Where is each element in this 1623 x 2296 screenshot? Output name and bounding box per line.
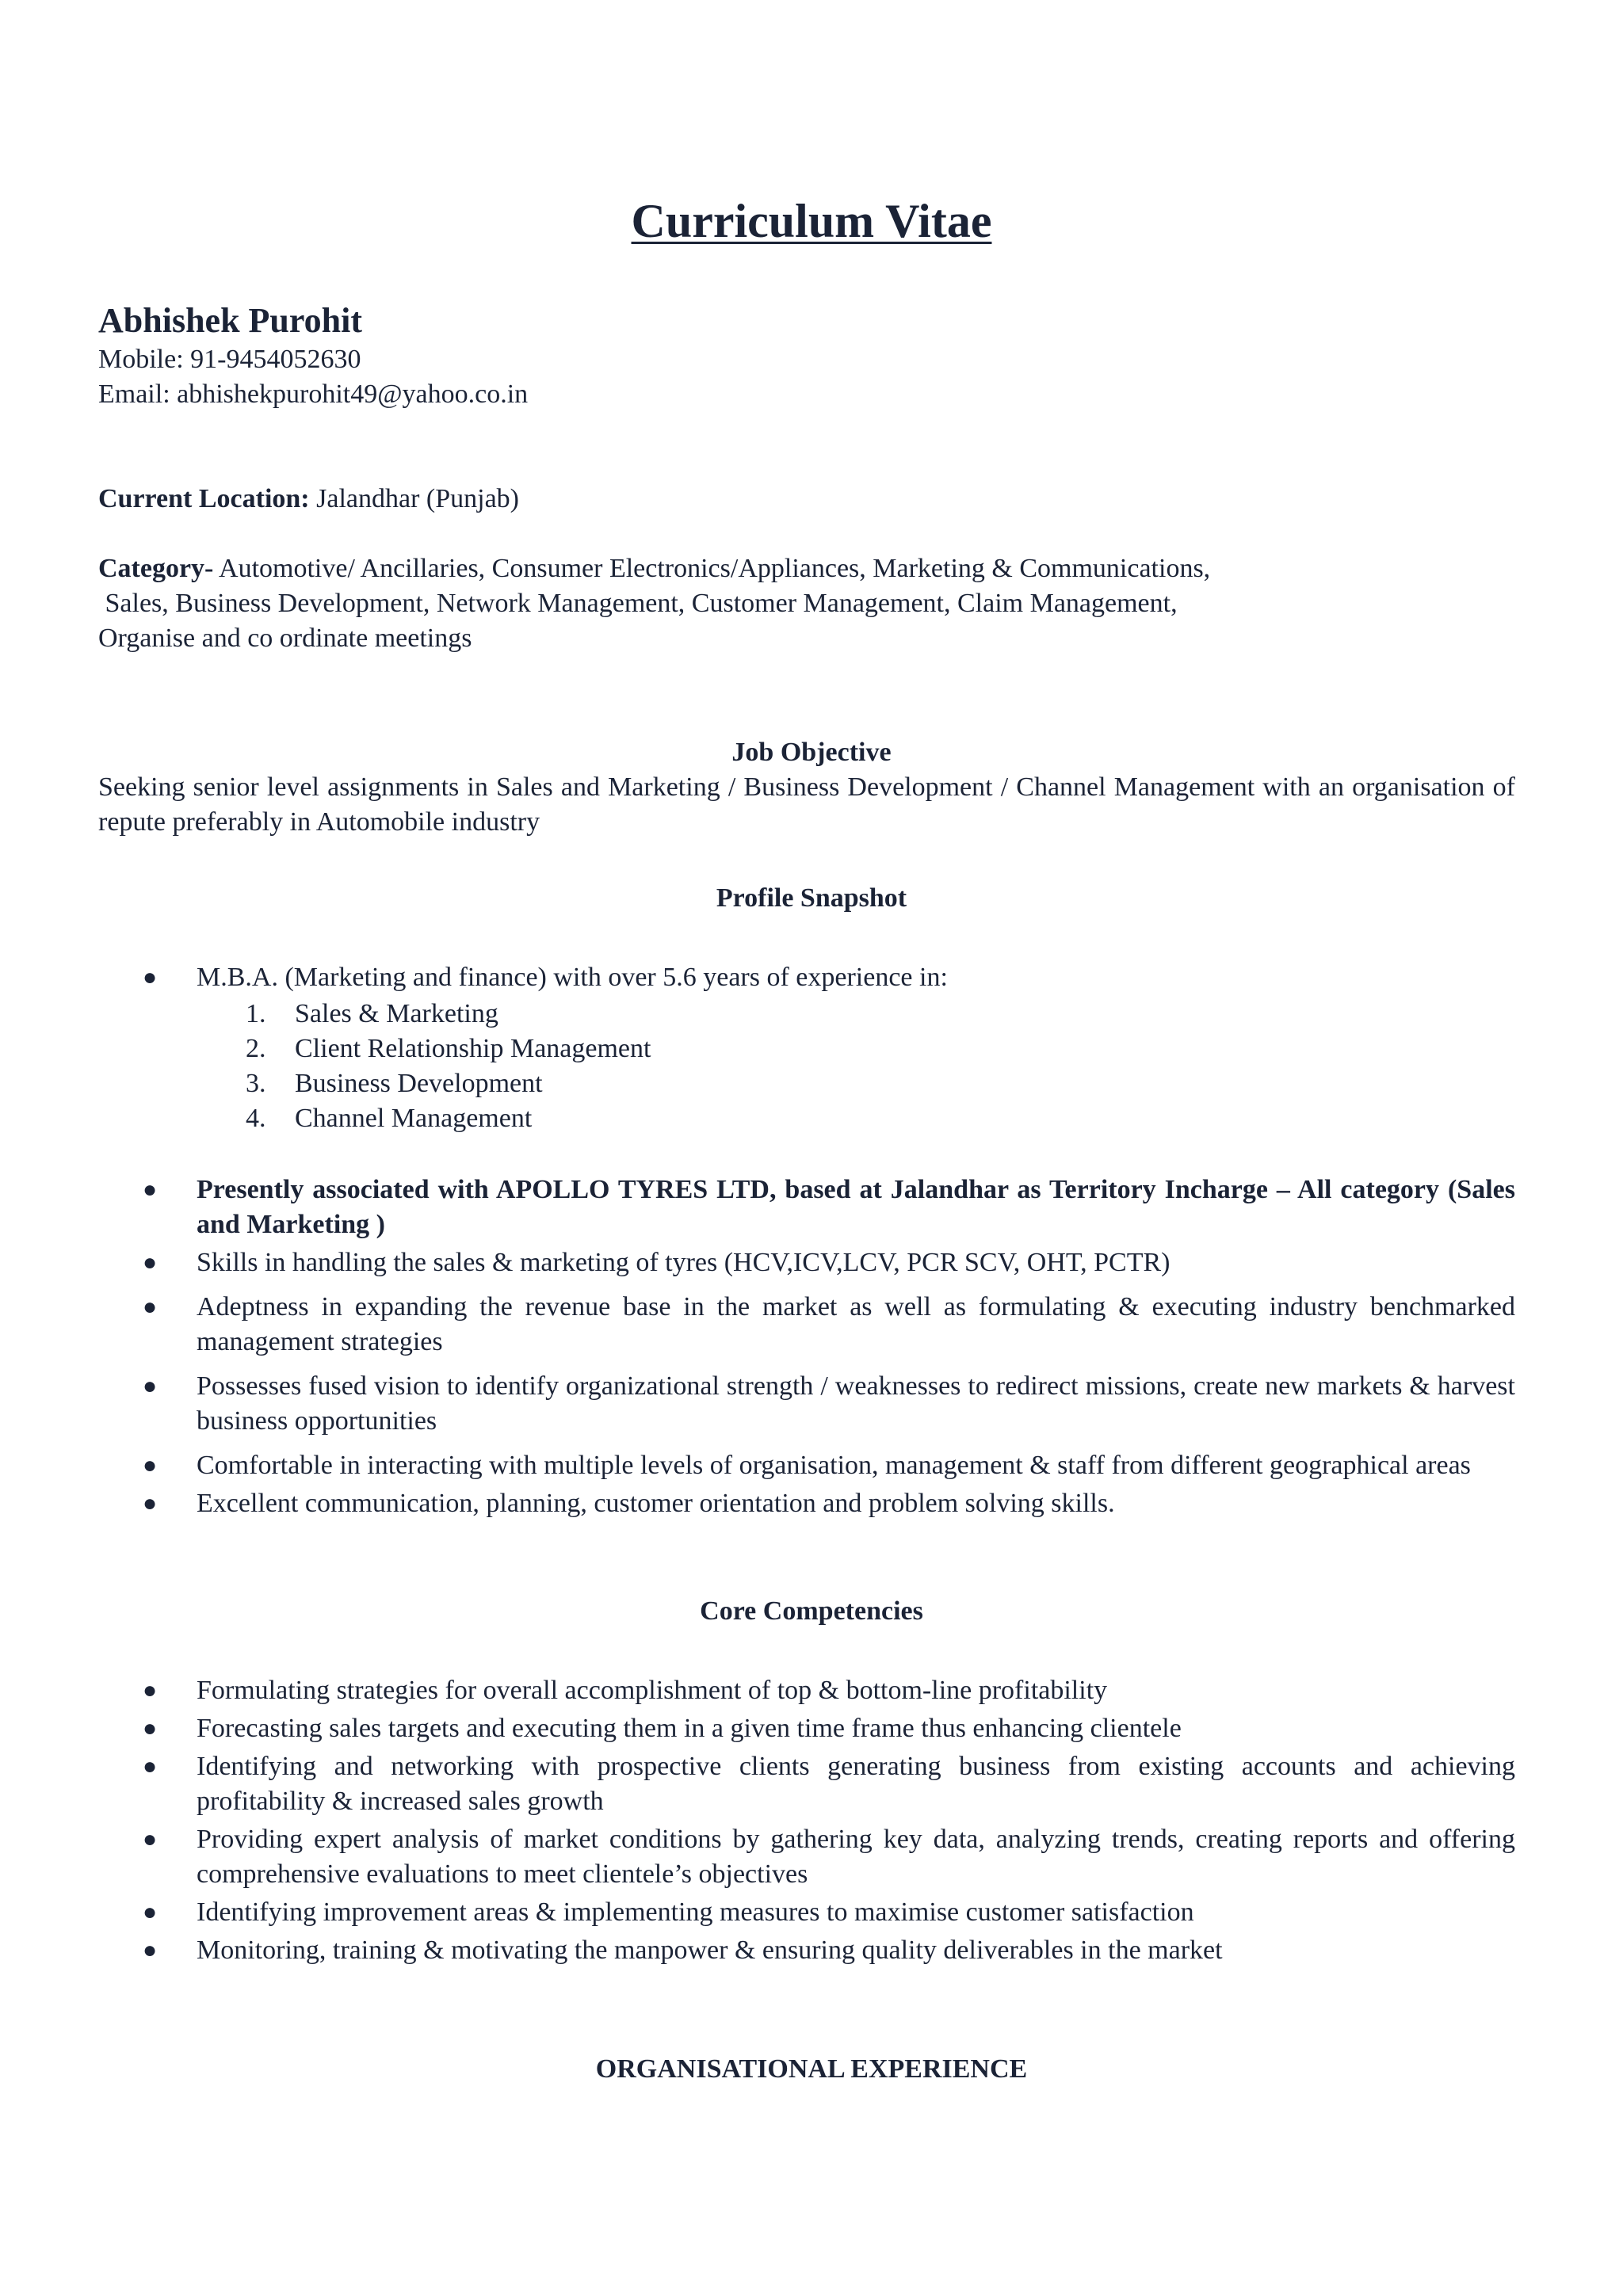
location-label: Current Location: <box>98 484 310 513</box>
list-item <box>98 997 1515 1032</box>
point-text: Comfortable in interacting with multiple levels of organisation, management & staff from different geographical areas <box>197 1451 1471 1480</box>
item-number: 1. <box>246 999 266 1028</box>
list-item <box>98 1290 1515 1360</box>
competency-text: Monitoring, training & motivating the manpower & ensuring quality deliverables in the market <box>197 1936 1223 1965</box>
list-item <box>98 1173 1515 1242</box>
bullet-icon: ● <box>143 1490 158 1516</box>
profile-intro-list <box>98 960 1515 995</box>
list-item <box>98 1032 1515 1066</box>
list-item <box>98 1895 1515 1930</box>
bullet-icon: ● <box>143 1753 158 1779</box>
candidate-name: Abhishek Purohit <box>98 301 362 340</box>
category-block <box>98 551 1541 656</box>
current-location <box>98 482 519 517</box>
bullet-icon: ● <box>143 1899 158 1925</box>
bullet-icon: ● <box>143 1294 158 1320</box>
item-text: Channel Management <box>295 1104 533 1133</box>
bullet-icon: ● <box>143 1249 158 1276</box>
bullet-icon: ● <box>143 1826 158 1852</box>
competency-text: Providing expert analysis of market conditions by gathering key data, analyzing trends, creating reports and offering comprehensive evaluations to meet clientele’s objectives <box>197 1825 1515 1889</box>
item-number: 2. <box>246 1034 266 1063</box>
location-value: Jalandhar (Punjab) <box>309 484 519 513</box>
job-objective-heading: Job Objective <box>731 738 892 767</box>
list-item <box>98 1822 1515 1892</box>
profile-snapshot-heading: Profile Snapshot <box>716 883 907 913</box>
experience-areas-list <box>98 997 1515 1136</box>
bullet-icon: ● <box>143 964 158 990</box>
category-line-2: Sales, Business Development, Network Management, Customer Management, Claim Management, <box>98 589 1178 618</box>
mobile-number: Mobile: 91-9454052630 <box>98 345 361 374</box>
category-line-3: Organise and co ordinate meetings <box>98 624 472 653</box>
list-item <box>98 960 1515 995</box>
profile-points-list <box>98 1173 1515 1521</box>
core-competencies-list <box>98 1673 1515 1968</box>
bullet-icon: ● <box>143 1177 158 1203</box>
competency-text: Identifying improvement areas & implementing measures to maximise customer satisfaction <box>197 1897 1194 1927</box>
list-item <box>98 1369 1515 1439</box>
category-label: Category- <box>98 554 214 583</box>
organisational-experience-heading: ORGANISATIONAL EXPERIENCE <box>595 2054 1028 2084</box>
profile-intro-text: M.B.A. (Marketing and finance) with over 5.6 years of experience in: <box>197 963 948 992</box>
bullet-icon: ● <box>143 1937 158 1963</box>
bullet-icon: ● <box>143 1677 158 1703</box>
current-role-text: Presently associated with APOLLO TYRES LTD, based at Jalandhar as Territory Incharge – All category (Sales and Marketing ) <box>197 1175 1515 1239</box>
list-item <box>98 1066 1515 1101</box>
bullet-icon: ● <box>143 1373 158 1399</box>
point-text: Skills in handling the sales & marketing of tyres (HCV,ICV,LCV, PCR SCV, OHT, PCTR) <box>197 1248 1170 1277</box>
item-text: Business Development <box>295 1069 543 1098</box>
point-text: Adeptness in expanding the revenue base in the market as well as formulating & executing industry benchmarked management strategies <box>197 1292 1515 1356</box>
competency-text: Identifying and networking with prospective clients generating business from existing accounts and achieving profitability & increased sales growth <box>197 1752 1515 1816</box>
email-address: Email: abhishekpurohit49@yahoo.co.in <box>98 379 529 409</box>
core-competencies-heading: Core Competencies <box>700 1596 923 1626</box>
list-item <box>98 1245 1515 1280</box>
category-line-1: Automotive/ Ancillaries, Consumer Electronics/Appliances, Marketing & Communications, <box>213 554 1211 583</box>
job-objective-text: Seeking senior level assignments in Sales and Marketing / Business Development / Channel Management with an organisation of repute preferably in Automobile industry <box>98 772 1515 837</box>
list-item <box>98 1749 1515 1819</box>
list-item <box>98 1101 1515 1136</box>
point-text: Excellent communication, planning, customer orientation and problem solving skills. <box>197 1489 1115 1518</box>
competency-text: Forecasting sales targets and executing them in a given time frame thus enhancing clientele <box>197 1714 1182 1743</box>
item-number: 3. <box>246 1069 266 1098</box>
list-item <box>98 1711 1515 1746</box>
list-item <box>98 1448 1515 1483</box>
contact-block <box>98 299 1541 412</box>
item-text: Client Relationship Management <box>295 1034 651 1063</box>
document-title: Curriculum Vitae <box>631 195 992 247</box>
competency-text: Formulating strategies for overall accomplishment of top & bottom-line profitability <box>197 1676 1108 1705</box>
list-item <box>98 1933 1515 1968</box>
list-item <box>98 1486 1515 1521</box>
point-text: Possesses fused vision to identify organizational strength / weaknesses to redirect missions, create new markets & harvest business opportunities <box>197 1371 1515 1436</box>
list-item <box>98 1673 1515 1708</box>
bullet-icon: ● <box>143 1452 158 1478</box>
bullet-icon: ● <box>143 1715 158 1741</box>
item-text: Sales & Marketing <box>295 999 498 1028</box>
item-number: 4. <box>246 1104 266 1133</box>
